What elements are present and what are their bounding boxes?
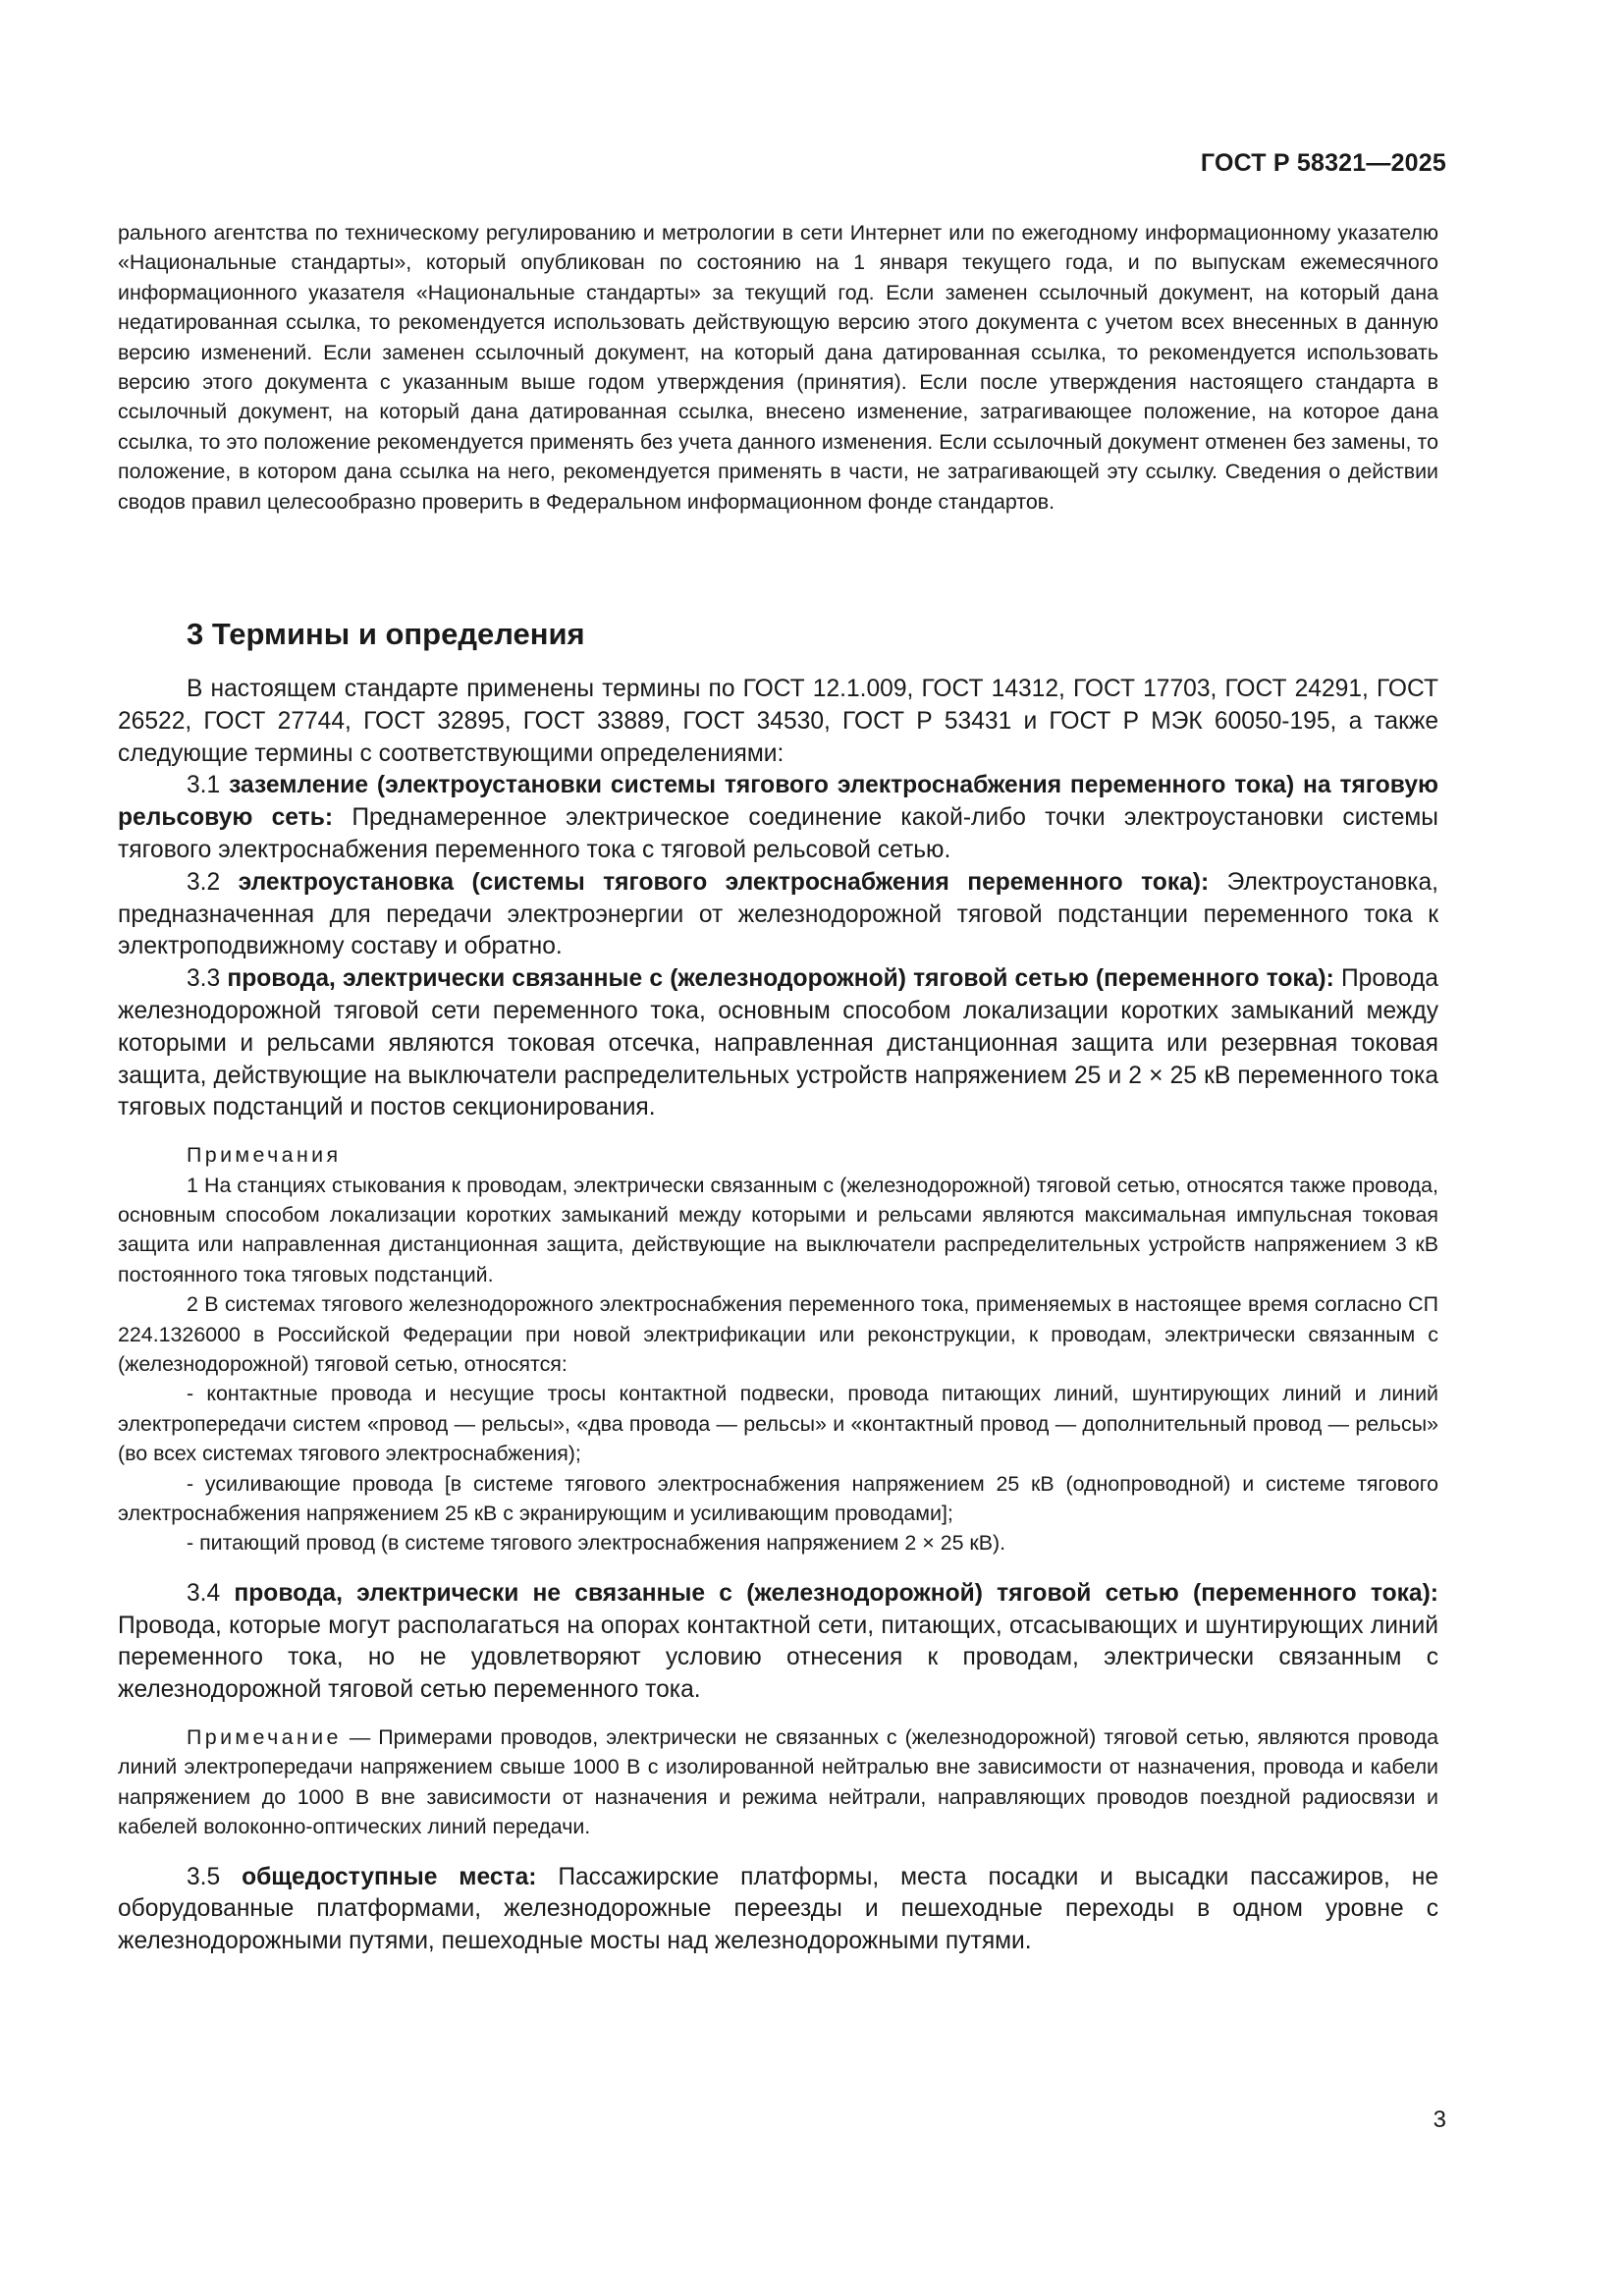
term-definition: Пассажирские платформы, места посадки и высадки пассажиров, не оборудованные платформами, железнодорожные переезды и пешеходные переходы в одном уровне с железнодорожными путями, пешеходные мосты над железнодорожными путями. — [118, 1863, 1439, 1955]
term-number: 3.3 — [187, 965, 221, 993]
note-item: - усиливающие провода [в системе тягового электроснабжения напряжением 25 кВ (однопроводной) и системе тягового электроснабжения напряжением 25 кВ с экранирующим и усиливающим проводами]; — [118, 1471, 1438, 1526]
term-3-1 — [118, 770, 1438, 866]
note-item: 1 На станциях стыкования к проводам, электрически связанным с (железнодорожной) тяговой сетью, относятся также провода, основным способом локализации коротких замыканий между которыми и рельсами являются максимальная импульсная токовая защита или направленная дистанционная защита, действующие на выключатели распределительных устройств напряжением 3 кВ постоянного тока тяговых подстанций. — [118, 1173, 1438, 1286]
term-3-3 — [118, 963, 1438, 1124]
intro-paragraph: рального агентства по техническому регулированию и метрологии в сети Интернет или по ежегодному информационному указателю «Национальные стандарты», который опубликован по состоянию на 1 января текущего года, и по выпускам ежемесячного информационного указателя «Национальные стандарты» за текущий год. Если заменен ссылочный документ, на который дана недатированная ссылка, то рекомендуется использовать действующую версию этого документа с учетом всех внесенных в данную версию изменений. Если заменен ссылочный документ, на который дана датированная ссылка, то рекомендуется использовать версию этого документа с указанным выше годом утверждения (принятия). Если после утверждения настоящего стандарта в ссылочный документ, на который дана датированная ссылка, внесено изменение, затрагивающее положение, на которое дана ссылка, то это положение рекомендуется применять без учета данного изменения. Если ссылочный документ отменен без замены, то положение, в котором дана ссылка на него, рекомендуется применять в части, не затрагивающей эту ссылку. Сведения о действии сводов правил целесообразно проверить в Федеральном информационном фонде стандартов. — [118, 221, 1438, 514]
note-label: Примечание — [187, 1725, 342, 1750]
term-definition: Преднамеренное электрическое соединение какой-либо точки электроустановки системы тягового электроснабжения переменного тока с тяговой рельсовой сетью. — [118, 804, 1438, 863]
term-name: общедоступные места: — [242, 1863, 537, 1890]
term-3-2 — [118, 867, 1438, 963]
term-definition: Электроустановка, предназначенная для передачи электроэнергии от железнодорожной тяговой подстанции переменного тока к электроподвижному составу и обратно. — [118, 868, 1438, 960]
note-single — [118, 1722, 1438, 1842]
section-title: 3 Термины и определения — [187, 617, 585, 651]
section-body — [118, 674, 1438, 1958]
note-item: - питающий провод (в системе тягового электроснабжения напряжением 2 × 25 кВ). — [187, 1531, 1006, 1556]
term-number: 3.2 — [187, 868, 221, 896]
term-name: электроустановка (системы тягового электроснабжения переменного тока): — [238, 868, 1210, 896]
term-definition: Провода железнодорожной тяговой сети переменного тока, основным способом локализации коротких замыканий между которыми и рельсами являются токовая отсечка, направленная дистанционная защита или резервная токовая защита, действующие на выключатели распределительных устройств напряжением 25 и 2 × 25 кВ переменного тока тяговых подстанций и постов секционирования. — [118, 965, 1438, 1121]
term-3-4 — [118, 1578, 1438, 1707]
notes-heading: Примечания — [187, 1143, 342, 1168]
note-3-4 — [118, 1722, 1438, 1842]
section-intro: В настоящем стандарте применены термины по ГОСТ 12.1.009, ГОСТ 14312, ГОСТ 17703, ГОСТ 24291, ГОСТ 26522, ГОСТ 27744, ГОСТ 32895, ГОСТ 33889, ГОСТ 34530, ГОСТ Р 53431 и ГОСТ Р МЭК 60050-195, а также следующие термины с соответствующими определениями: — [118, 676, 1438, 767]
term-name: провода, электрически не связанные с (железнодорожной) тяговой сетью (переменного тока): — [234, 1579, 1438, 1607]
term-number: 3.5 — [187, 1863, 221, 1890]
term-name: заземление (электроустановки системы тягового электроснабжения переменного тока) на тяговую рельсовую сеть: — [118, 772, 1438, 832]
term-definition: Провода, которые могут располагаться на опорах контактной сети, питающих, отсасывающих и шунтирующих линий переменного тока, но не удовлетворяют условию отнесения к проводам, электрически связанным с железнодорожной тяговой сетью переменного тока. — [118, 1612, 1438, 1704]
term-number: 3.4 — [187, 1579, 221, 1607]
notes-3-3 — [118, 1140, 1438, 1558]
page-number: 3 — [1433, 2106, 1446, 2133]
note-item: - контактные провода и несущие тросы контактной подвески, провода питающих линий, шунтирующих линий и линий электропередачи систем «провод — рельсы», «два провода — рельсы» и «контактный провод — дополнительный провод — рельсы» (во всех системах тягового электроснабжения); — [118, 1382, 1438, 1466]
document-code: ГОСТ Р 58321—2025 — [1200, 149, 1446, 177]
note-text: — Примерами проводов, электрически не связанных с (железнодорожной) тяговой сетью, являются провода линий электропередачи напряжением свыше 1000 В с изолированной нейтралью вне зависимости от назначения, провода и кабели напряжением до 1000 В вне зависимости от назначения и режима нейтрали, направляющих проводов поездной радиосвязи и кабелей волоконно-оптических линий передачи. — [118, 1725, 1439, 1839]
term-name: провода, электрически связанные с (железнодорожной) тяговой сетью (переменного тока): — [227, 965, 1334, 993]
term-number: 3.1 — [187, 772, 221, 799]
note-item: 2 В системах тягового железнодорожного электроснабжения переменного тока, применяемых в настоящее время согласно СП 224.1326000 в Российской Федерации при новой электрификации или реконструкции, к проводам, электрически связанным с (железнодорожной) тяговой сетью, относятся: — [118, 1292, 1438, 1376]
term-3-5 — [118, 1862, 1438, 1958]
